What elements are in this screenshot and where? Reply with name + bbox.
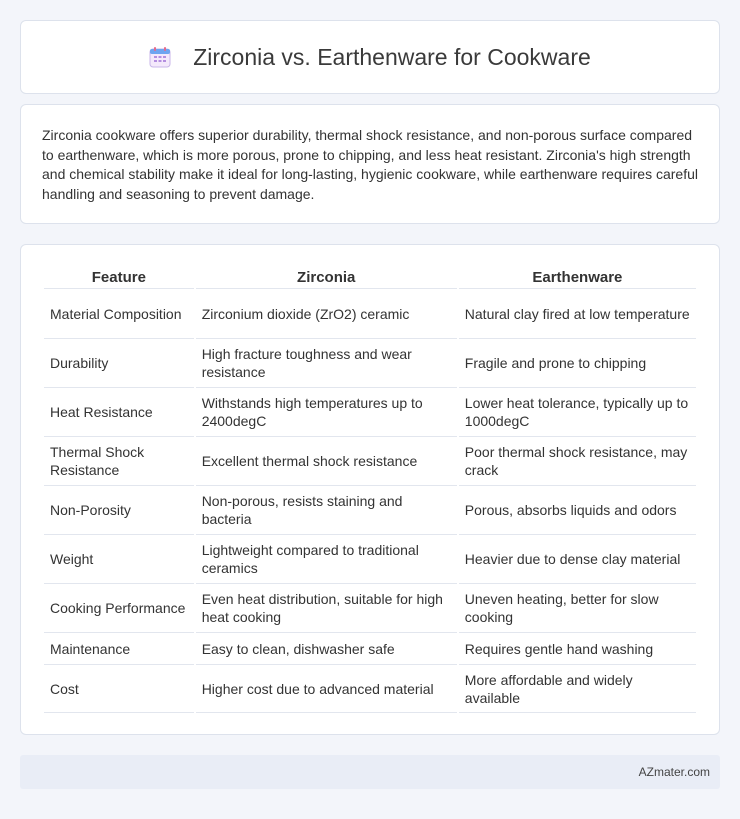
feature-cell: Heat Resistance: [44, 388, 194, 437]
header-feature: Feature: [44, 265, 194, 289]
comparison-table: [42, 265, 698, 713]
table-row: [44, 584, 696, 633]
zirconia-cell: Higher cost due to advanced material: [196, 665, 457, 713]
feature-cell: Thermal Shock Resistance: [44, 437, 194, 486]
table-row: [44, 437, 696, 486]
zirconia-cell: Easy to clean, dishwasher safe: [196, 633, 457, 665]
earthenware-cell: Requires gentle hand washing: [459, 633, 696, 665]
table-row: [44, 289, 696, 339]
feature-cell: Durability: [44, 339, 194, 388]
table-row: [44, 388, 696, 437]
title-card: [20, 20, 720, 94]
header-earthenware: Earthenware: [459, 265, 696, 289]
feature-cell: Material Composition: [44, 289, 194, 339]
earthenware-cell: Natural clay fired at low temperature: [459, 289, 696, 339]
feature-cell: Maintenance: [44, 633, 194, 665]
footer-brand: AZmater.com: [638, 765, 710, 779]
comparison-table-card: [20, 244, 720, 735]
earthenware-cell: More affordable and widely available: [459, 665, 696, 713]
table-row: [44, 535, 696, 584]
table-header-row: [44, 265, 696, 289]
feature-cell: Cooking Performance: [44, 584, 194, 633]
earthenware-cell: Uneven heating, better for slow cooking: [459, 584, 696, 633]
feature-cell: Cost: [44, 665, 194, 713]
table-row: [44, 665, 696, 713]
zirconia-cell: Excellent thermal shock resistance: [196, 437, 457, 486]
header-zirconia: Zirconia: [196, 265, 457, 289]
earthenware-cell: Heavier due to dense clay material: [459, 535, 696, 584]
zirconia-cell: Non-porous, resists staining and bacteria: [196, 486, 457, 535]
earthenware-cell: Lower heat tolerance, typically up to 1000degC: [459, 388, 696, 437]
summary-card: [20, 104, 720, 224]
feature-cell: Weight: [44, 535, 194, 584]
table-row: [44, 633, 696, 665]
page-title: Zirconia vs. Earthenware for Cookware: [193, 43, 591, 70]
table-row: [44, 486, 696, 535]
zirconia-cell: Even heat distribution, suitable for high heat cooking: [196, 584, 457, 633]
earthenware-cell: Porous, absorbs liquids and odors: [459, 486, 696, 535]
earthenware-cell: Poor thermal shock resistance, may crack: [459, 437, 696, 486]
zirconia-cell: Lightweight compared to traditional ceramics: [196, 535, 457, 584]
summary-text: Zirconia cookware offers superior durability, thermal shock resistance, and non-porous surface compared to earthenware, which is more porous, prone to chipping, and less heat resistant. Zirconia's high strength and chemical stability make it ideal for long-lasting, hygienic cookware, while earthenware requires careful handling and seasoning to prevent damage.: [42, 127, 698, 202]
calendar-icon: [149, 46, 171, 68]
feature-cell: Non-Porosity: [44, 486, 194, 535]
zirconia-cell: Withstands high temperatures up to 2400degC: [196, 388, 457, 437]
zirconia-cell: Zirconium dioxide (ZrO2) ceramic: [196, 289, 457, 339]
table-row: [44, 339, 696, 388]
footer: [20, 755, 720, 789]
earthenware-cell: Fragile and prone to chipping: [459, 339, 696, 388]
zirconia-cell: High fracture toughness and wear resistance: [196, 339, 457, 388]
